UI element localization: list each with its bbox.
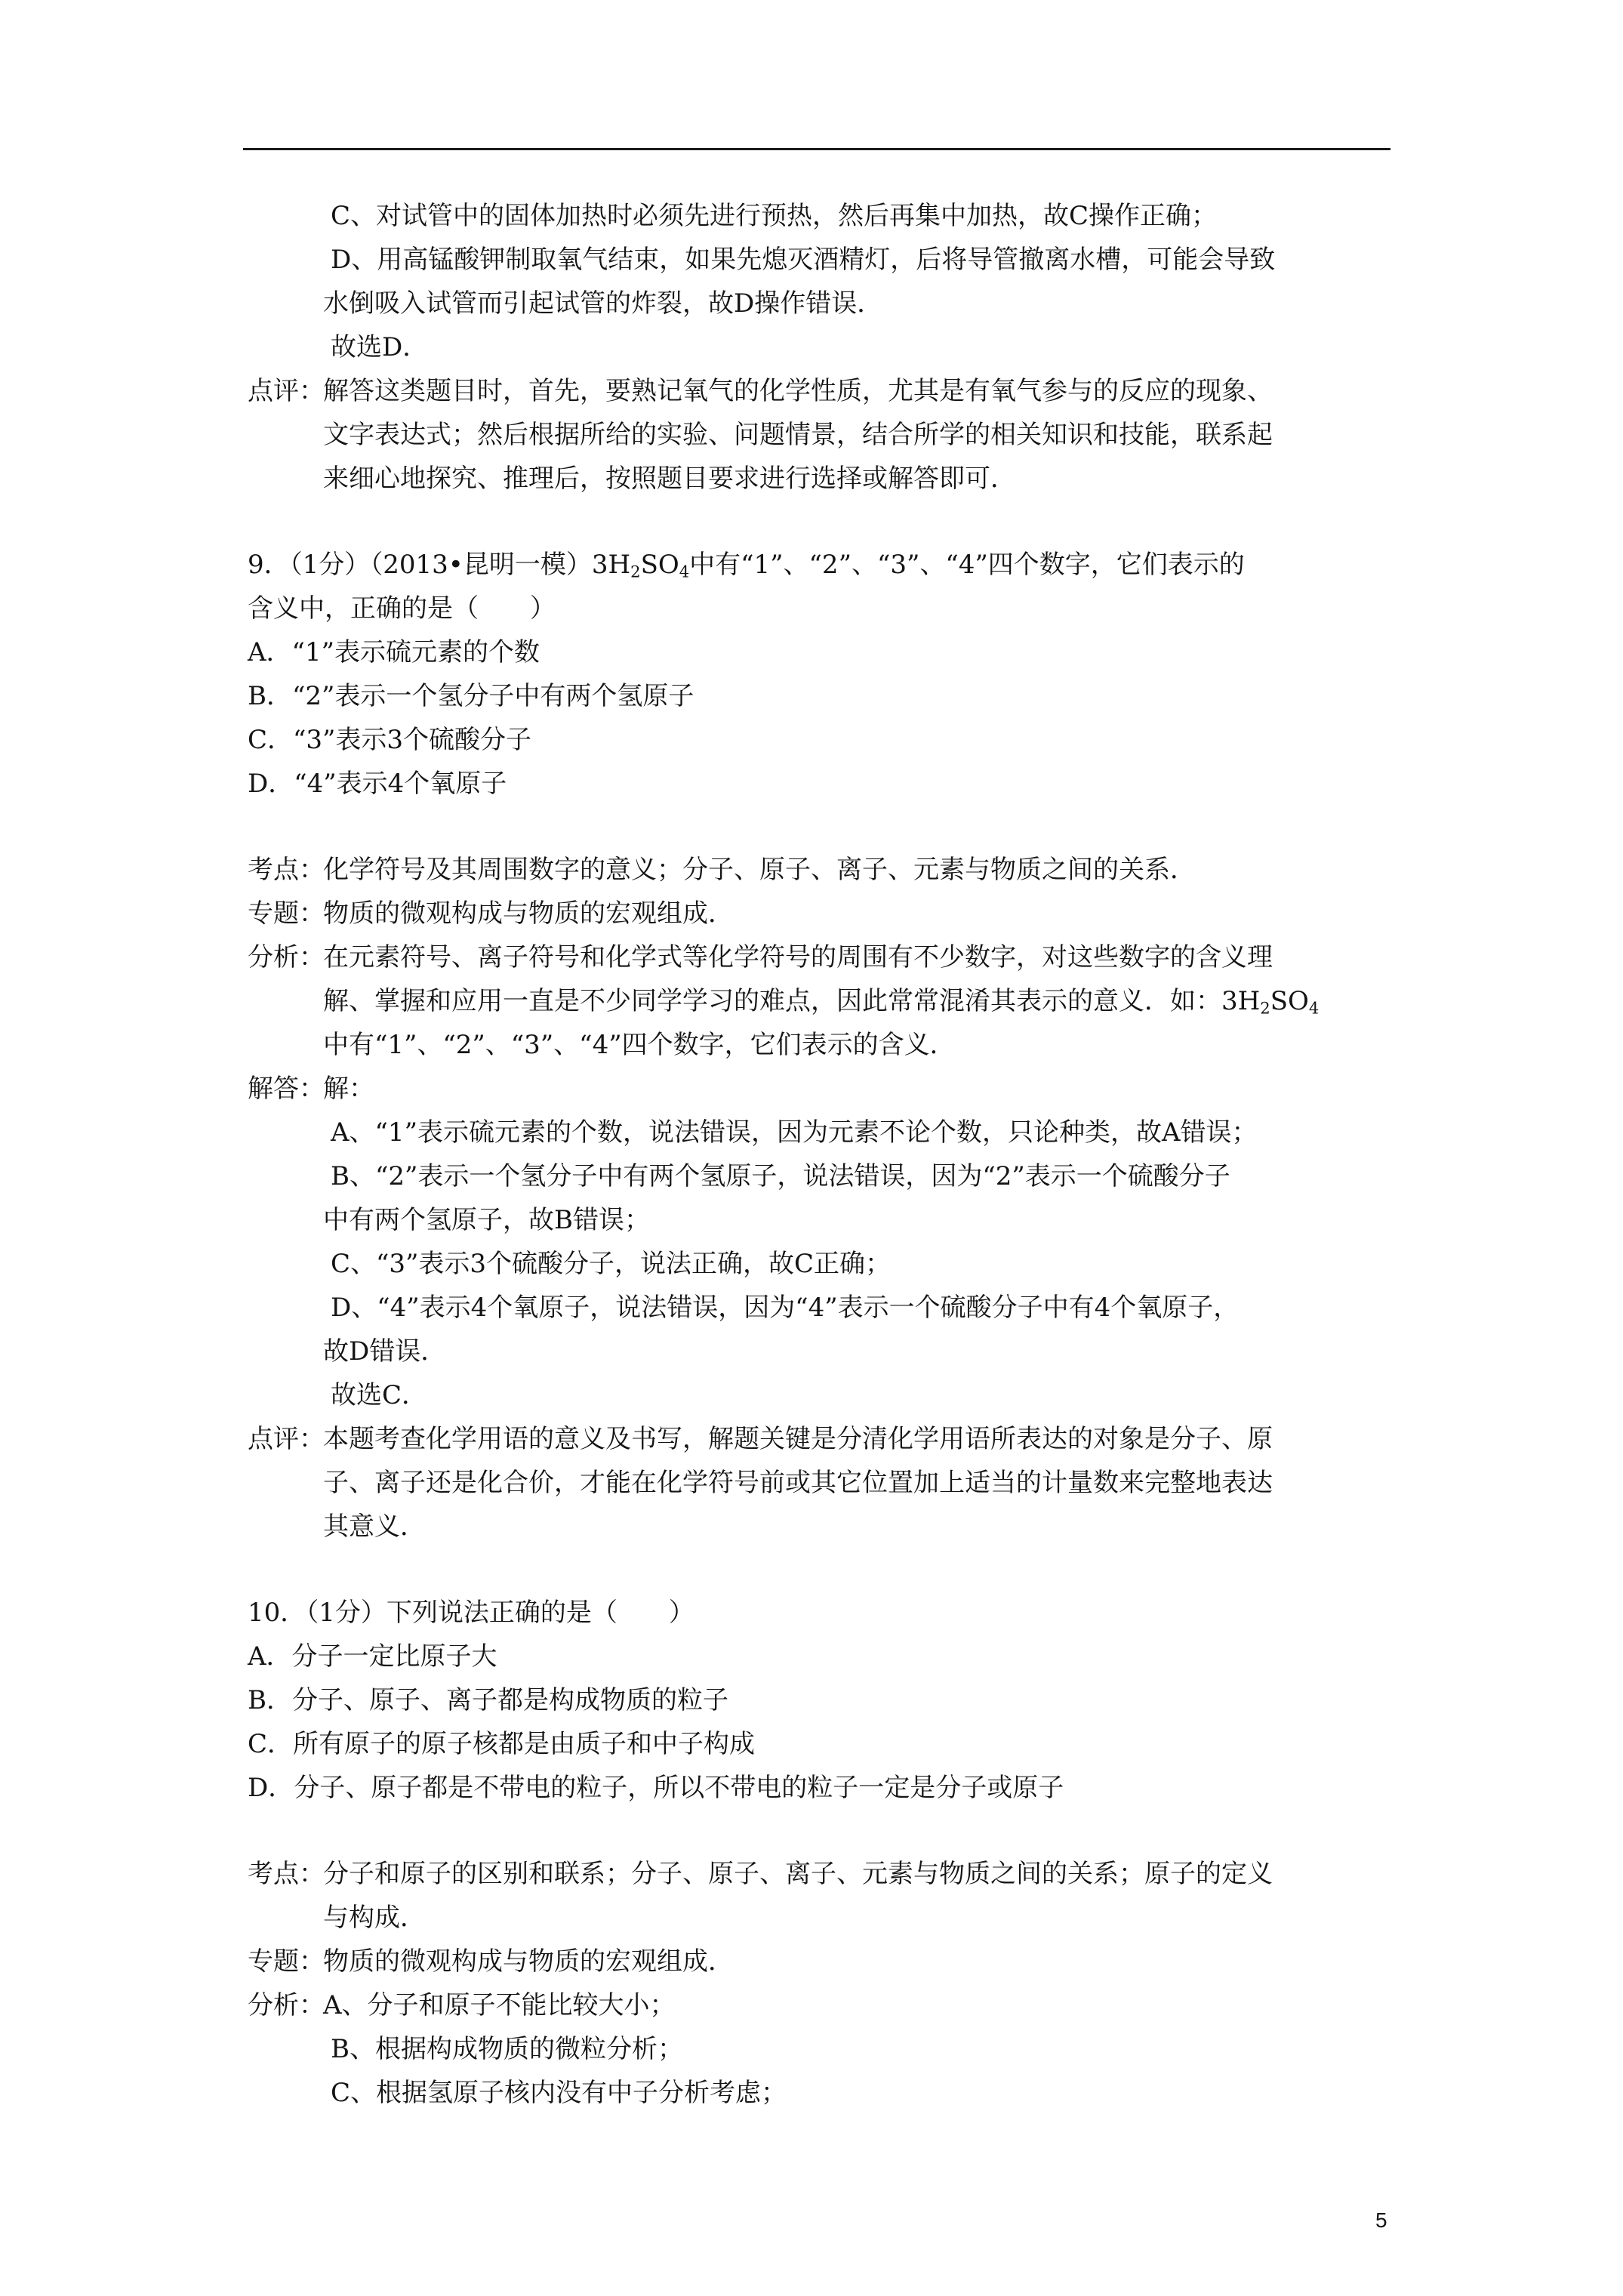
prev-comment-line-2: 文字表达式；然后根据所给的实验、问题情景，结合所学的相关知识和技能，联系起 bbox=[323, 420, 1273, 450]
q10-option-b: B．分子、原子、离子都是构成物质的粒子 bbox=[248, 1685, 728, 1715]
q9-zhuanti-label: 专题： bbox=[248, 898, 325, 929]
prev-comment-label: 点评： bbox=[248, 376, 325, 406]
q9-answer-choice: 故选C． bbox=[331, 1380, 428, 1410]
prev-answer-d-cont: 水倒吸入试管而引起试管的炸裂，故D操作错误． bbox=[323, 288, 883, 319]
q9-jieda-c: C、“3”表示3个硫酸分子，说法正确，故C正确； bbox=[331, 1249, 892, 1279]
q9-zhuanti: 物质的微观构成与物质的宏观组成． bbox=[323, 898, 734, 929]
q9-stem-line-2: 含义中，正确的是（ ） bbox=[248, 593, 556, 624]
q9-jieda-d-2: 故D错误． bbox=[323, 1336, 447, 1367]
q9-kaodian-label: 考点： bbox=[248, 855, 325, 885]
prev-comment-line-3: 来细心地探究、推理后，按照题目要求进行选择或解答即可． bbox=[323, 464, 1016, 494]
q9-jieda-intro: 解： bbox=[323, 1074, 374, 1104]
q10-fenxi-label: 分析： bbox=[248, 1990, 325, 2020]
q10-fenxi-a: A、分子和原子不能比较大小； bbox=[323, 1990, 676, 2020]
q10-kaodian-line-2: 与构成． bbox=[323, 1903, 426, 1933]
q9-jieda-b-1: B、“2”表示一个氢分子中有两个氢原子，说法错误，因为“2”表示一个硫酸分子 bbox=[331, 1161, 1230, 1191]
q10-kaodian-line-1: 分子和原子的区别和联系；分子、原子、离子、元素与物质之间的关系；原子的定义 bbox=[323, 1859, 1273, 1889]
prev-answer-c: C、对试管中的固体加热时必须先进行预热，然后再集中加热，故C操作正确； bbox=[331, 201, 1218, 231]
q10-fenxi-c: C、根据氢原子核内没有中子分析考虑； bbox=[331, 2078, 787, 2108]
q9-dianping-line-1: 本题考查化学用语的意义及书写，解题关键是分清化学用语所表达的对象是分子、原 bbox=[323, 1424, 1273, 1454]
q9-option-d: D．“4”表示4个氧原子 bbox=[248, 769, 507, 799]
q9-fenxi-line-1: 在元素符号、离子符号和化学式等化学符号的周围有不少数字，对这些数字的含义理 bbox=[323, 942, 1273, 972]
q10-option-a: A．分子一定比原子大 bbox=[248, 1641, 497, 1672]
q9-kaodian: 化学符号及其周围数字的意义；分子、原子、离子、元素与物质之间的关系． bbox=[323, 855, 1196, 885]
q10-stem: 10．（1分）下列说法正确的是（ ） bbox=[248, 1598, 694, 1628]
q10-kaodian-label: 考点： bbox=[248, 1859, 325, 1889]
q9-stem-line-1: 9．（1分）（2013•昆明一模）$3H_2SO_4$中有“1”、“2”、“3”、“4”四个数字，它们表示的 bbox=[248, 550, 1245, 581]
q9-jieda-b-2: 中有两个氢原子，故B错误； bbox=[323, 1205, 650, 1235]
q9-dianping-label: 点评： bbox=[248, 1424, 325, 1454]
q9-jieda-a: A、“1”表示硫元素的个数，说法错误，因为元素不论个数，只论种类，故A错误； bbox=[331, 1117, 1258, 1148]
q10-zhuanti: 物质的微观构成与物质的宏观组成． bbox=[323, 1946, 734, 1977]
page-number: 5 bbox=[1375, 2208, 1387, 2232]
q10-zhuanti-label: 专题： bbox=[248, 1946, 325, 1977]
q9-dianping-line-2: 子、离子还是化合价，才能在化学符号前或其它位置加上适当的计量数来完整地表达 bbox=[323, 1468, 1273, 1498]
q10-option-d: D．分子、原子都是不带电的粒子，所以不带电的粒子一定是分子或原子 bbox=[248, 1773, 1064, 1803]
prev-answer-choice: 故选D． bbox=[331, 332, 429, 362]
q9-option-c: C．“3”表示3个硫酸分子 bbox=[248, 725, 532, 755]
q9-option-a: A．“1”表示硫元素的个数 bbox=[248, 637, 540, 667]
prev-comment-line-1: 解答这类题目时，首先，要熟记氧气的化学性质，尤其是有氧气参与的反应的现象、 bbox=[323, 376, 1273, 406]
q9-option-b: B．“2”表示一个氢分子中有两个氢原子 bbox=[248, 681, 694, 711]
prev-answer-d: D、用高锰酸钾制取氧气结束，如果先熄灭酒精灯，后将导管撤离水槽，可能会导致 bbox=[331, 245, 1276, 275]
q9-dianping-line-3: 其意义． bbox=[323, 1512, 426, 1542]
q10-fenxi-b: B、根据构成物质的微粒分析； bbox=[331, 2034, 683, 2064]
q9-fenxi-label: 分析： bbox=[248, 942, 325, 972]
q9-jieda-d-1: D、“4”表示4个氧原子，说法错误，因为“4”表示一个硫酸分子中有4个氧原子， bbox=[331, 1293, 1240, 1323]
q9-fenxi-line-2: 解、掌握和应用一直是不少同学学习的难点，因此常常混淆其表示的意义．如：$3H_2SO_4$ bbox=[323, 986, 1320, 1018]
header-rule bbox=[243, 148, 1390, 150]
q10-option-c: C．所有原子的原子核都是由质子和中子构成 bbox=[248, 1729, 756, 1759]
q9-jieda-label: 解答： bbox=[248, 1074, 325, 1104]
q9-fenxi-line-3: 中有“1”、“2”、“3”、“4”四个数字，它们表示的含义． bbox=[323, 1030, 956, 1060]
